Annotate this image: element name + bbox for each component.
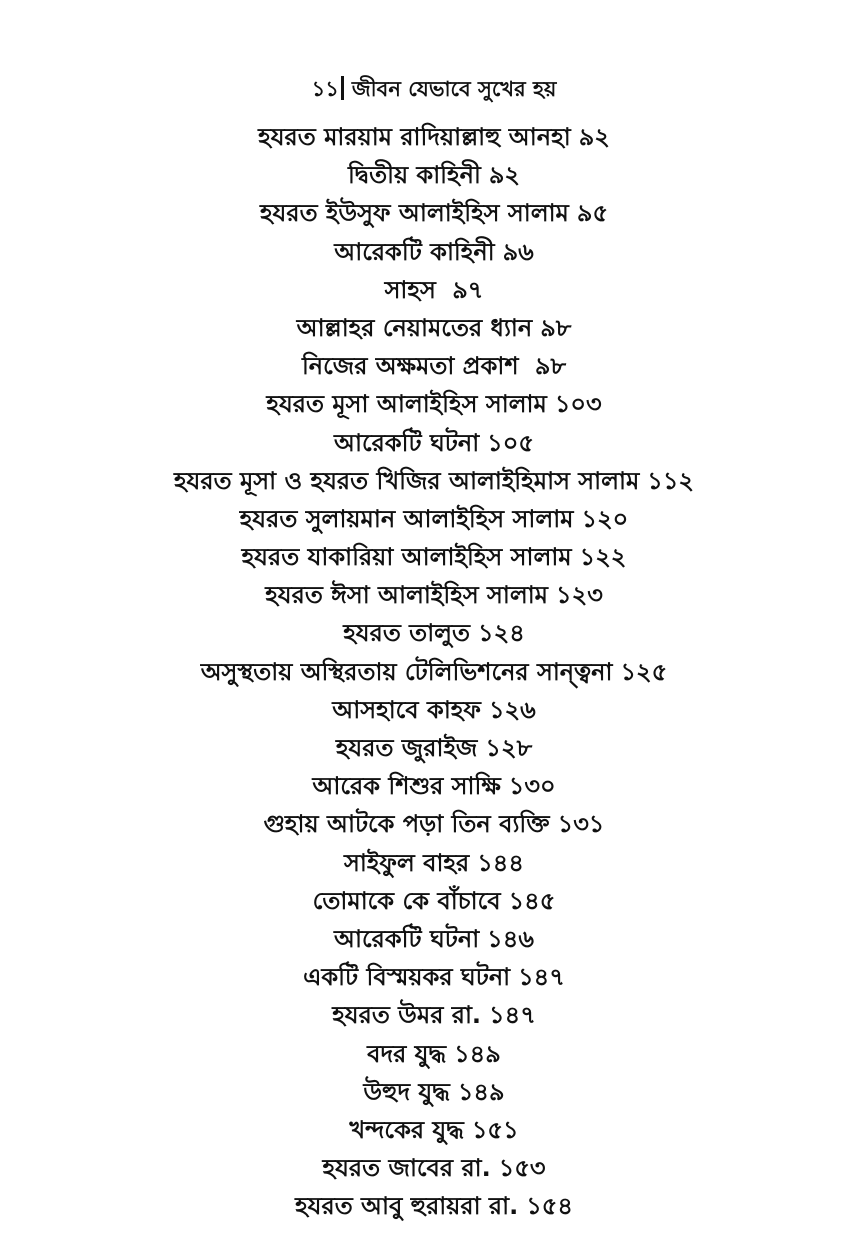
toc-entry-page: ১০৩: [554, 390, 602, 419]
book-title: জীবন যেভাবে সুখের হয়: [351, 77, 557, 101]
toc-entry: [0, 1073, 868, 1111]
toc-entry-title: গুহায় আটকে পড়া তিন ব্যক্তি: [263, 810, 550, 839]
toc-entry: [0, 844, 868, 882]
page-number: ১১: [311, 77, 339, 101]
toc-entry-title: বদর যুদ্ধ: [367, 1039, 447, 1068]
toc-entry-page: ৯৫: [576, 199, 609, 228]
toc-entry: [0, 958, 868, 996]
toc-entry-title: হযরত মূসা আলাইহিস সালাম: [266, 390, 547, 419]
toc-entry-title: খন্দকের যুদ্ধ: [349, 1115, 464, 1144]
toc-entry-title: হযরত জুরাইজ: [335, 734, 478, 762]
toc-entry: [0, 767, 868, 805]
toc-entry-title: হযরত সুলায়মান আলাইহিস সালাম: [239, 504, 574, 533]
toc-entry: [0, 156, 868, 194]
toc-entry-page: ৯২: [488, 161, 521, 190]
toc-entry-title: সাইফুল বাহর: [344, 848, 470, 877]
toc-entry: [0, 805, 868, 843]
toc-entry: [0, 233, 868, 271]
toc-entry-page: ১৪৪: [477, 848, 524, 877]
toc-entry: [0, 996, 868, 1034]
toc-entry-title: আসহাবে কাহফ: [332, 695, 481, 724]
toc-entry-title: হযরত ঈসা আলাইহিস সালাম: [265, 581, 549, 610]
toc-entry-page: ৯২: [578, 123, 610, 151]
toc-entry: [0, 309, 868, 347]
toc-entry-title: সাহস: [384, 275, 445, 304]
toc-entry-page: ১২০: [581, 504, 629, 533]
toc-entry-page: ৯৬: [502, 237, 534, 266]
toc-entry-title: নিজের অক্ষমতা প্রকাশ: [301, 352, 527, 381]
toc-entry: [0, 462, 868, 500]
toc-entry: [0, 1149, 868, 1187]
toc-entry-page: ১০৫: [487, 428, 534, 457]
toc-entry: [0, 500, 868, 538]
toc-entry-page: ১৪৯: [454, 1039, 501, 1068]
toc-entry-title: আরেকটি কাহিনী: [334, 237, 495, 266]
toc-entry: [0, 538, 868, 576]
toc-entry-title: আরেক শিশুর সাক্ষি: [312, 772, 501, 801]
toc-entry-page: ১২২: [579, 543, 627, 572]
toc-entry-title: অসুস্থতায় অস্থিরতায় টেলিভিশনের সান্ত্বনা: [200, 657, 613, 686]
toc-entry-title: দ্বিতীয় কাহিনী: [347, 161, 481, 190]
page-header: [0, 74, 868, 104]
toc-entry-title: হযরত যাকারিয়া আলাইহিস সালাম: [241, 543, 572, 572]
toc-entry-page: ৯৮: [534, 352, 567, 381]
toc-entry-page: ১৪৬: [487, 924, 534, 953]
toc-entry: [0, 614, 868, 652]
toc-entry-page: ১৪৭: [489, 1001, 536, 1030]
toc-entry-page: ৯৮: [540, 313, 572, 342]
toc-entry-page: ১২৫: [620, 657, 668, 686]
toc-entry-title: আল্লাহর নেয়ামতের ধ্যান: [296, 313, 533, 342]
toc-entry: [0, 1035, 868, 1073]
toc-entry-page: ১৪৯: [457, 1077, 505, 1106]
toc-entry-title: উহুদ যুদ্ধ: [363, 1077, 450, 1106]
toc-entry-page: ১৩১: [557, 810, 605, 839]
toc-entry-title: হযরত আবু হুরায়রা রা.: [295, 1192, 519, 1221]
toc-entry-title: হযরত মূসা ও হযরত খিজির আলাইহিমাস সালাম: [173, 466, 640, 495]
toc-entry: [0, 576, 868, 614]
toc-entry: [0, 194, 868, 232]
toc-entry: [0, 1187, 868, 1225]
toc-entry-page: ৯৭: [452, 275, 484, 304]
toc-entry: [0, 691, 868, 729]
toc-entry: [0, 385, 868, 423]
toc-entry-title: তোমাকে কে বাঁচাবে: [312, 886, 501, 915]
toc-entry-title: আরেকটি ঘটনা: [334, 924, 480, 953]
toc-entry: [0, 920, 868, 958]
toc-entry-page: ১৫১: [471, 1115, 519, 1144]
toc-entry-page: ১২৪: [478, 619, 525, 648]
toc-entry: [0, 347, 868, 385]
toc-entry-page: ১৫৪: [526, 1192, 573, 1221]
toc-entry: [0, 729, 868, 767]
toc-entry-title: হযরত জাবের রা.: [322, 1154, 491, 1183]
toc-entry: [0, 882, 868, 920]
toc-entry-page: ১২৬: [488, 695, 536, 724]
toc-entry-title: হযরত উমর রা.: [332, 1001, 482, 1030]
toc-entry: [0, 424, 868, 462]
toc-entry-page: ১২৮: [485, 734, 533, 762]
toc-entry-page: ১২৩: [556, 581, 603, 610]
toc-entry-title: হযরত মারয়াম রাদিয়াল্লাহু আনহা: [258, 123, 571, 151]
toc-entry: [0, 271, 868, 309]
toc-entry-page: ১৪৭: [518, 963, 565, 992]
toc-entry: [0, 118, 868, 156]
toc-entry-page: ১৪৫: [508, 886, 556, 915]
toc-entry: [0, 1111, 868, 1149]
toc-entry-title: একটি বিস্ময়কর ঘটনা: [303, 963, 511, 992]
toc-entry-page: ১৩০: [508, 772, 556, 801]
toc-entry-title: হযরত তালুত: [343, 619, 471, 648]
toc-entry-page: ১৫৩: [498, 1154, 546, 1183]
toc-entry-page: ১১২: [647, 466, 695, 495]
toc-entry: [0, 653, 868, 691]
table-of-contents: [0, 118, 868, 1225]
toc-entry-title: আরেকটি ঘটনা: [334, 428, 480, 457]
header-divider: [341, 76, 344, 100]
toc-entry-title: হযরত ইউসুফ আলাইহিস সালাম: [259, 199, 569, 228]
